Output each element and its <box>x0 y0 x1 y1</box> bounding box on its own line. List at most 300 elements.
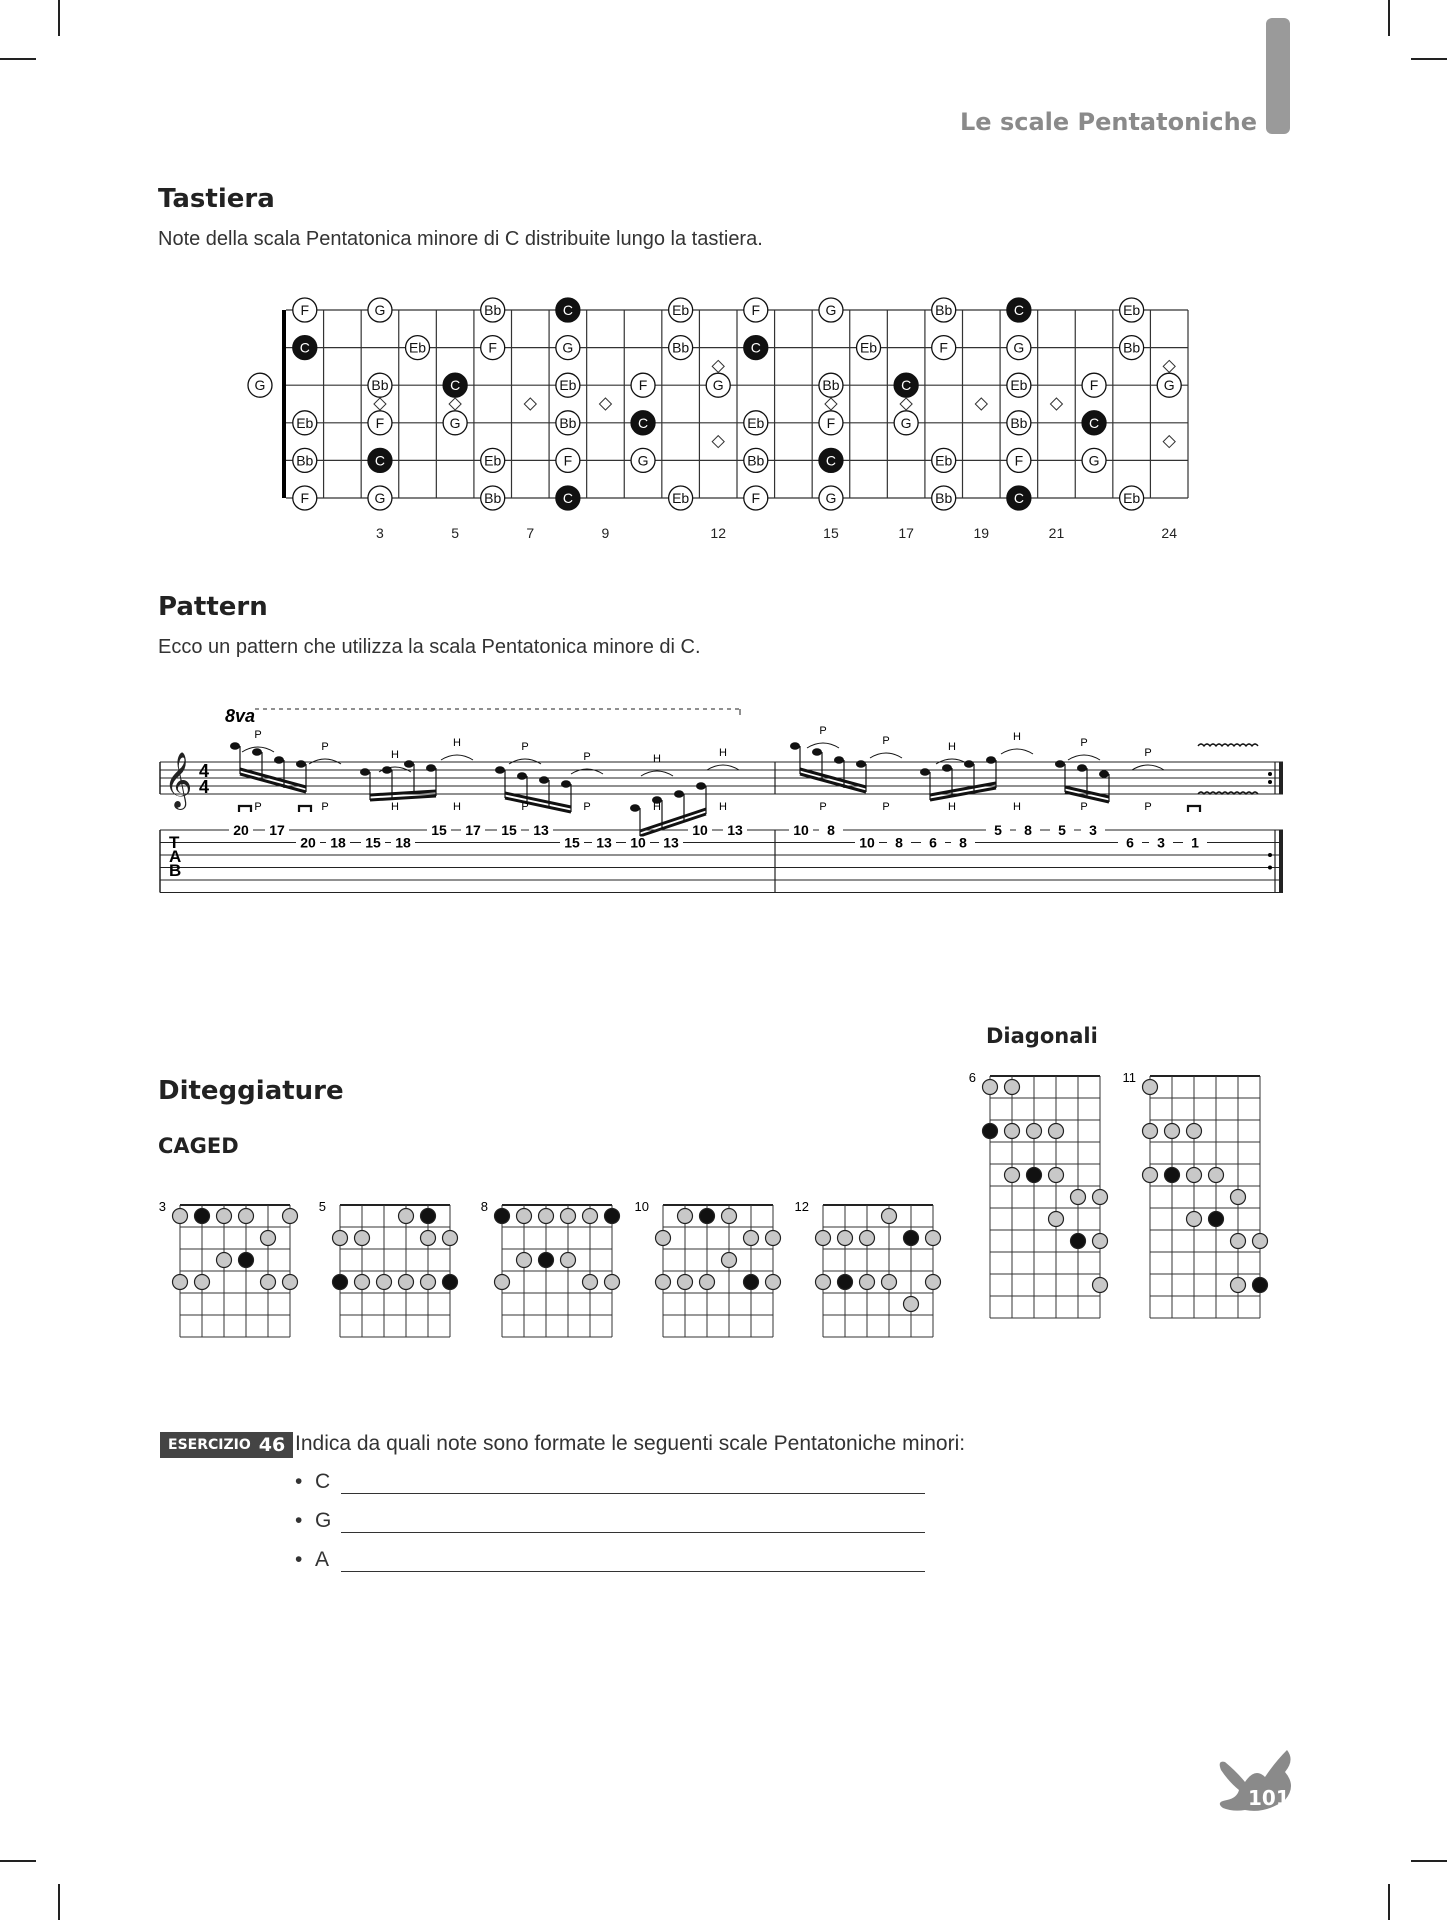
note-head <box>404 760 414 768</box>
diagonali-heading: Diagonali <box>986 1024 1098 1048</box>
beam <box>370 796 436 800</box>
note-label: Eb <box>484 452 502 469</box>
scale-dot <box>722 1209 737 1224</box>
root-dot <box>239 1253 254 1268</box>
scale-dot <box>983 1080 998 1095</box>
root-dot <box>1071 1234 1086 1249</box>
articulation-staff: P <box>819 725 827 737</box>
root-dot <box>421 1209 436 1224</box>
tab-number: 8 <box>1024 822 1032 838</box>
note-head <box>517 772 527 780</box>
note-label: G <box>1013 339 1025 356</box>
inlay-marker <box>1163 436 1175 448</box>
scale-dot <box>195 1275 210 1290</box>
bullet: • <box>295 1509 303 1532</box>
scale-dot <box>1071 1190 1086 1205</box>
scale-dot <box>605 1275 620 1290</box>
time-sig-bottom: 4 <box>199 777 210 797</box>
crop-mark <box>1411 1860 1447 1862</box>
note-label: G <box>374 302 386 318</box>
articulation-tab: H <box>653 801 661 813</box>
scale-dot <box>217 1209 232 1224</box>
crop-mark <box>1388 0 1390 36</box>
scale-dot <box>904 1297 919 1312</box>
inlay-marker <box>712 436 724 448</box>
note-head <box>252 748 262 756</box>
tab-number: 13 <box>596 834 612 851</box>
scale-dot <box>583 1275 598 1290</box>
root-dot <box>1209 1212 1224 1227</box>
note-head <box>539 776 549 784</box>
bullet: • <box>295 1548 303 1571</box>
root-dot <box>495 1209 510 1224</box>
crop-mark <box>0 58 36 60</box>
note-head <box>696 782 706 790</box>
vibrato-mark <box>1198 744 1258 746</box>
note-head <box>274 756 284 764</box>
note-label: F <box>751 302 761 318</box>
scale-dot <box>217 1253 232 1268</box>
scale-dot <box>1093 1234 1108 1249</box>
diagram-position: 5 <box>318 1199 326 1214</box>
answer-label: G <box>315 1509 332 1532</box>
scale-dot <box>722 1253 737 1268</box>
scale-dot <box>766 1275 781 1290</box>
caged-heading: CAGED <box>158 1134 239 1158</box>
scale-dot <box>355 1275 370 1290</box>
articulation-staff: P <box>583 751 591 763</box>
note-label: G <box>449 414 461 431</box>
note-label: Bb <box>559 414 577 431</box>
note-label: Bb <box>1123 339 1141 356</box>
fretboard-diagram <box>240 290 1220 550</box>
diagram-position: 3 <box>158 1199 166 1214</box>
crop-mark <box>0 1860 36 1862</box>
exercise-label: ESERCIZIO <box>168 1437 251 1453</box>
note-label: Bb <box>747 452 765 469</box>
page-number: 101 <box>1248 1786 1290 1810</box>
note-head <box>1077 764 1087 772</box>
tab-number: 10 <box>859 834 875 851</box>
repeat-dot <box>1268 866 1272 870</box>
scale-dot <box>816 1231 831 1246</box>
inlay-marker <box>374 398 386 410</box>
scale-dot <box>1165 1124 1180 1139</box>
root-dot <box>700 1209 715 1224</box>
scale-dot <box>1005 1080 1020 1095</box>
articulation-tab: P <box>1144 801 1152 813</box>
note-label: F <box>638 377 648 394</box>
scale-dot <box>443 1231 458 1246</box>
tab-number: 15 <box>365 834 381 851</box>
crop-mark <box>58 0 60 36</box>
note-label: Eb <box>296 414 314 431</box>
tastiera-description: Note della scala Pentatonica minore di C distribuite lungo la tastiera. <box>158 228 763 250</box>
slur <box>807 743 839 748</box>
scale-dot <box>700 1275 715 1290</box>
scale-dot <box>283 1275 298 1290</box>
root-dot <box>904 1231 919 1246</box>
scale-dot <box>882 1275 897 1290</box>
section-heading-diteggiature: Diteggiature <box>158 1076 344 1106</box>
scale-dot <box>744 1231 759 1246</box>
tab-number: 13 <box>533 822 549 838</box>
scale-dot <box>333 1231 348 1246</box>
note-head <box>834 756 844 764</box>
scale-dot <box>926 1275 941 1290</box>
scale-dot <box>1143 1168 1158 1183</box>
articulation-staff: H <box>391 749 399 761</box>
scale-dot <box>1093 1278 1108 1293</box>
articulation-tab: P <box>1080 801 1088 813</box>
scale-dot <box>583 1209 598 1224</box>
note-label: G <box>637 452 649 469</box>
exercise-badge <box>160 1432 293 1458</box>
tab-number: 15 <box>564 834 580 851</box>
final-barline <box>1279 762 1283 794</box>
articulation-tab: H <box>1013 801 1021 813</box>
fret-number: 12 <box>710 525 726 541</box>
answer-label: A <box>315 1548 330 1571</box>
root-dot <box>195 1209 210 1224</box>
notation-tab <box>155 700 1295 960</box>
answer-rule[interactable] <box>341 1553 925 1572</box>
note-label: C <box>1013 302 1024 318</box>
fret-number: 17 <box>898 525 914 541</box>
scale-dot <box>261 1275 276 1290</box>
inlay-marker <box>1163 360 1175 372</box>
scale-dot <box>860 1275 875 1290</box>
tab-number: 18 <box>395 834 411 851</box>
scale-diagrams <box>150 1070 1290 1340</box>
note-head <box>920 768 930 776</box>
scale-dot <box>1143 1080 1158 1095</box>
note-label: G <box>712 377 724 394</box>
note-label: C <box>825 452 837 469</box>
scale-dot <box>1027 1124 1042 1139</box>
note-label: F <box>563 452 573 469</box>
tab-number: 15 <box>431 822 447 838</box>
scale-dot <box>1005 1124 1020 1139</box>
scale-dot <box>173 1209 188 1224</box>
articulation-staff: P <box>321 741 329 753</box>
ottava-mark: 8va <box>225 706 256 726</box>
bullet: • <box>295 1470 303 1493</box>
scale-dot <box>1187 1124 1202 1139</box>
tab-number: 10 <box>630 834 646 851</box>
articulation-tab: P <box>321 801 329 813</box>
note-head <box>964 760 974 768</box>
answer-rule[interactable] <box>341 1475 925 1494</box>
open-string-label: G <box>254 377 266 394</box>
root-dot <box>605 1209 620 1224</box>
note-label: Bb <box>371 377 389 394</box>
scale-dot <box>1093 1190 1108 1205</box>
inlay-marker <box>449 398 461 410</box>
root-dot <box>1165 1168 1180 1183</box>
note-label: C <box>1088 414 1100 431</box>
articulation-staff: P <box>882 735 890 747</box>
mascot-logo <box>1215 1742 1305 1822</box>
tab-number: 6 <box>929 834 937 851</box>
scale-dot <box>1049 1168 1064 1183</box>
note-label: Eb <box>408 339 427 356</box>
note-label: C <box>374 452 386 469</box>
scale-dot <box>1209 1168 1224 1183</box>
scale-dot <box>838 1231 853 1246</box>
tab-number: 10 <box>692 822 708 838</box>
scale-dot <box>1143 1124 1158 1139</box>
note-label: Eb <box>747 414 765 431</box>
note-label: G <box>374 490 386 506</box>
diagram-position: 12 <box>794 1199 809 1214</box>
note-head <box>674 790 684 798</box>
note-label: C <box>450 377 461 394</box>
pattern-description: Ecco un pattern che utilizza la scala Pentatonica minore di C. <box>158 636 701 658</box>
articulation-tab: P <box>254 801 262 813</box>
articulation-tab: P <box>521 801 529 813</box>
tab-number: 8 <box>959 834 967 851</box>
repeat-dot <box>1268 853 1272 857</box>
scale-dot <box>1005 1168 1020 1183</box>
fret-number: 19 <box>973 525 990 541</box>
tab-number: 3 <box>1089 822 1097 838</box>
scale-dot <box>1049 1212 1064 1227</box>
scale-dot <box>678 1209 693 1224</box>
diagram-position: 11 <box>1122 1070 1136 1085</box>
tab-clef-letter: A <box>169 847 182 866</box>
scale-dot <box>261 1231 276 1246</box>
note-label: Eb <box>672 302 690 318</box>
diagram-position: 6 <box>968 1070 976 1085</box>
articulation-tab: P <box>882 801 890 813</box>
note-label: Bb <box>1010 414 1028 431</box>
note-label: G <box>562 339 574 356</box>
note-label: Eb <box>559 377 577 394</box>
articulation-staff: P <box>521 741 529 753</box>
note-label: F <box>300 490 310 506</box>
note-label: C <box>901 377 912 394</box>
scale-dot <box>561 1253 576 1268</box>
note-head <box>790 742 800 750</box>
note-label: Bb <box>935 490 953 506</box>
articulation-staff: H <box>948 741 956 753</box>
articulation-staff: H <box>1013 731 1021 743</box>
running-header: Le scale Pentatoniche <box>960 108 1257 136</box>
fret-number: 3 <box>376 525 384 541</box>
articulation-staff: H <box>453 737 461 749</box>
note-label: C <box>750 339 761 356</box>
tab-final-barline <box>1279 830 1283 893</box>
note-head <box>426 764 436 772</box>
note-head <box>1055 760 1065 768</box>
note-label: Bb <box>484 490 502 506</box>
tab-number: 5 <box>994 822 1002 838</box>
note-label: Bb <box>484 302 502 318</box>
fret-number: 24 <box>1161 525 1177 541</box>
note-head <box>1099 770 1109 778</box>
scale-dot <box>816 1275 831 1290</box>
scale-dot <box>517 1253 532 1268</box>
root-dot <box>333 1275 348 1290</box>
chapter-tab <box>1266 18 1290 134</box>
tab-clef-letter: T <box>169 833 180 852</box>
section-heading-tastiera: Tastiera <box>158 184 275 214</box>
note-label: Eb <box>859 339 878 356</box>
scale-dot <box>539 1209 554 1224</box>
repeat-dot <box>1268 772 1272 776</box>
inlay-marker <box>599 398 611 410</box>
note-label: F <box>751 490 761 506</box>
inlay-marker <box>712 360 724 372</box>
note-head <box>561 780 571 788</box>
tab-number: 18 <box>330 834 346 851</box>
scale-dot <box>283 1209 298 1224</box>
inlay-marker <box>524 398 536 410</box>
note-label: F <box>939 339 948 356</box>
answer-label: C <box>315 1470 331 1493</box>
pick-stroke-down <box>239 806 251 812</box>
tab-number: 17 <box>269 822 285 838</box>
crop-mark <box>1411 58 1447 60</box>
scale-dot <box>656 1275 671 1290</box>
answer-line[interactable] <box>295 1509 925 1533</box>
slur <box>1001 749 1033 754</box>
tab-number: 8 <box>895 834 903 851</box>
note-head <box>495 766 505 774</box>
note-label: G <box>900 414 912 431</box>
inlay-marker <box>1050 398 1062 410</box>
scale-dot <box>399 1275 414 1290</box>
slur <box>641 771 673 776</box>
note-label: Bb <box>822 377 840 394</box>
crop-mark <box>58 1884 60 1920</box>
tab-number: 1 <box>1191 834 1199 851</box>
answer-line[interactable] <box>295 1548 925 1572</box>
fret-number: 5 <box>451 525 460 541</box>
note-head <box>942 764 952 772</box>
scale-dot <box>377 1275 392 1290</box>
scale-dot <box>355 1231 370 1246</box>
articulation-tab: H <box>719 801 727 813</box>
inlay-marker <box>900 398 912 410</box>
pick-stroke-down <box>299 806 311 812</box>
scale-dot <box>399 1209 414 1224</box>
note-label: F <box>300 302 310 318</box>
tab-number: 10 <box>793 822 809 838</box>
scale-dot <box>517 1209 532 1224</box>
note-label: F <box>375 414 385 431</box>
note-label: G <box>1088 452 1100 469</box>
note-label: Eb <box>1010 377 1028 394</box>
articulation-staff: P <box>254 729 262 741</box>
slur <box>1068 755 1100 760</box>
diagram-position: 8 <box>480 1199 488 1214</box>
scale-dot <box>1253 1234 1268 1249</box>
scale-dot <box>678 1275 693 1290</box>
diagram-position: 10 <box>634 1199 649 1214</box>
articulation-tab: P <box>819 801 827 813</box>
articulation-tab: H <box>948 801 956 813</box>
tab-number: 5 <box>1058 822 1066 838</box>
note-head <box>812 748 822 756</box>
repeat-dot <box>1268 780 1272 784</box>
exercise-question: Indica da quali note sono formate le seguenti scale Pentatoniche minori: <box>295 1432 966 1455</box>
note-label: C <box>1013 490 1024 506</box>
crop-mark <box>1388 1884 1390 1920</box>
scale-dot <box>1187 1212 1202 1227</box>
scale-dot <box>926 1231 941 1246</box>
nut <box>282 310 286 498</box>
treble-clef: 𝄞 <box>164 754 193 807</box>
tab-number: 13 <box>663 834 679 851</box>
note-head <box>230 742 240 750</box>
note-label: Bb <box>296 452 314 469</box>
time-sig-top: 4 <box>199 761 210 781</box>
pick-stroke-down <box>1188 806 1200 812</box>
tab-number: 3 <box>1157 834 1165 851</box>
root-dot <box>539 1253 554 1268</box>
scale-dot <box>239 1209 254 1224</box>
articulation-staff: H <box>653 753 661 765</box>
scale-dot <box>495 1275 510 1290</box>
articulation-staff: P <box>1144 747 1152 759</box>
note-label: G <box>1163 377 1175 394</box>
note-label: G <box>825 490 837 506</box>
note-label: Bb <box>935 302 953 318</box>
note-label: C <box>637 414 649 431</box>
answer-rule[interactable] <box>341 1514 925 1533</box>
section-heading-pattern: Pattern <box>158 592 268 622</box>
articulation-tab: H <box>453 801 461 813</box>
articulation-staff: H <box>719 747 727 759</box>
inlay-marker <box>975 398 987 410</box>
note-head <box>360 768 370 776</box>
note-head <box>296 760 306 768</box>
root-dot <box>838 1275 853 1290</box>
note-label: F <box>826 414 836 431</box>
note-label: C <box>299 339 310 356</box>
scale-dot <box>1049 1124 1064 1139</box>
answer-line[interactable] <box>295 1470 925 1494</box>
slur <box>1132 765 1164 770</box>
tab-clef-letter: B <box>169 861 182 880</box>
root-dot <box>443 1275 458 1290</box>
scale-dot <box>1231 1234 1246 1249</box>
fret-number: 7 <box>526 525 535 541</box>
root-dot <box>1027 1168 1042 1183</box>
note-label: F <box>1089 377 1099 394</box>
scale-dot <box>1187 1168 1202 1183</box>
scale-dot <box>421 1275 436 1290</box>
tab-number: 15 <box>501 822 517 838</box>
tab-number: 6 <box>1126 834 1134 851</box>
note-label: Eb <box>1123 302 1141 318</box>
slur <box>707 765 739 770</box>
note-label: G <box>825 302 837 318</box>
fret-number: 9 <box>601 525 610 541</box>
tab-number: 17 <box>465 822 481 838</box>
scale-dot <box>173 1275 188 1290</box>
note-head <box>630 804 640 812</box>
note-label: C <box>562 490 573 506</box>
note-label: C <box>562 302 573 318</box>
root-dot <box>1253 1278 1268 1293</box>
articulation-tab: H <box>391 801 399 813</box>
scale-dot <box>860 1231 875 1246</box>
scale-dot <box>561 1209 576 1224</box>
scale-dot <box>766 1231 781 1246</box>
